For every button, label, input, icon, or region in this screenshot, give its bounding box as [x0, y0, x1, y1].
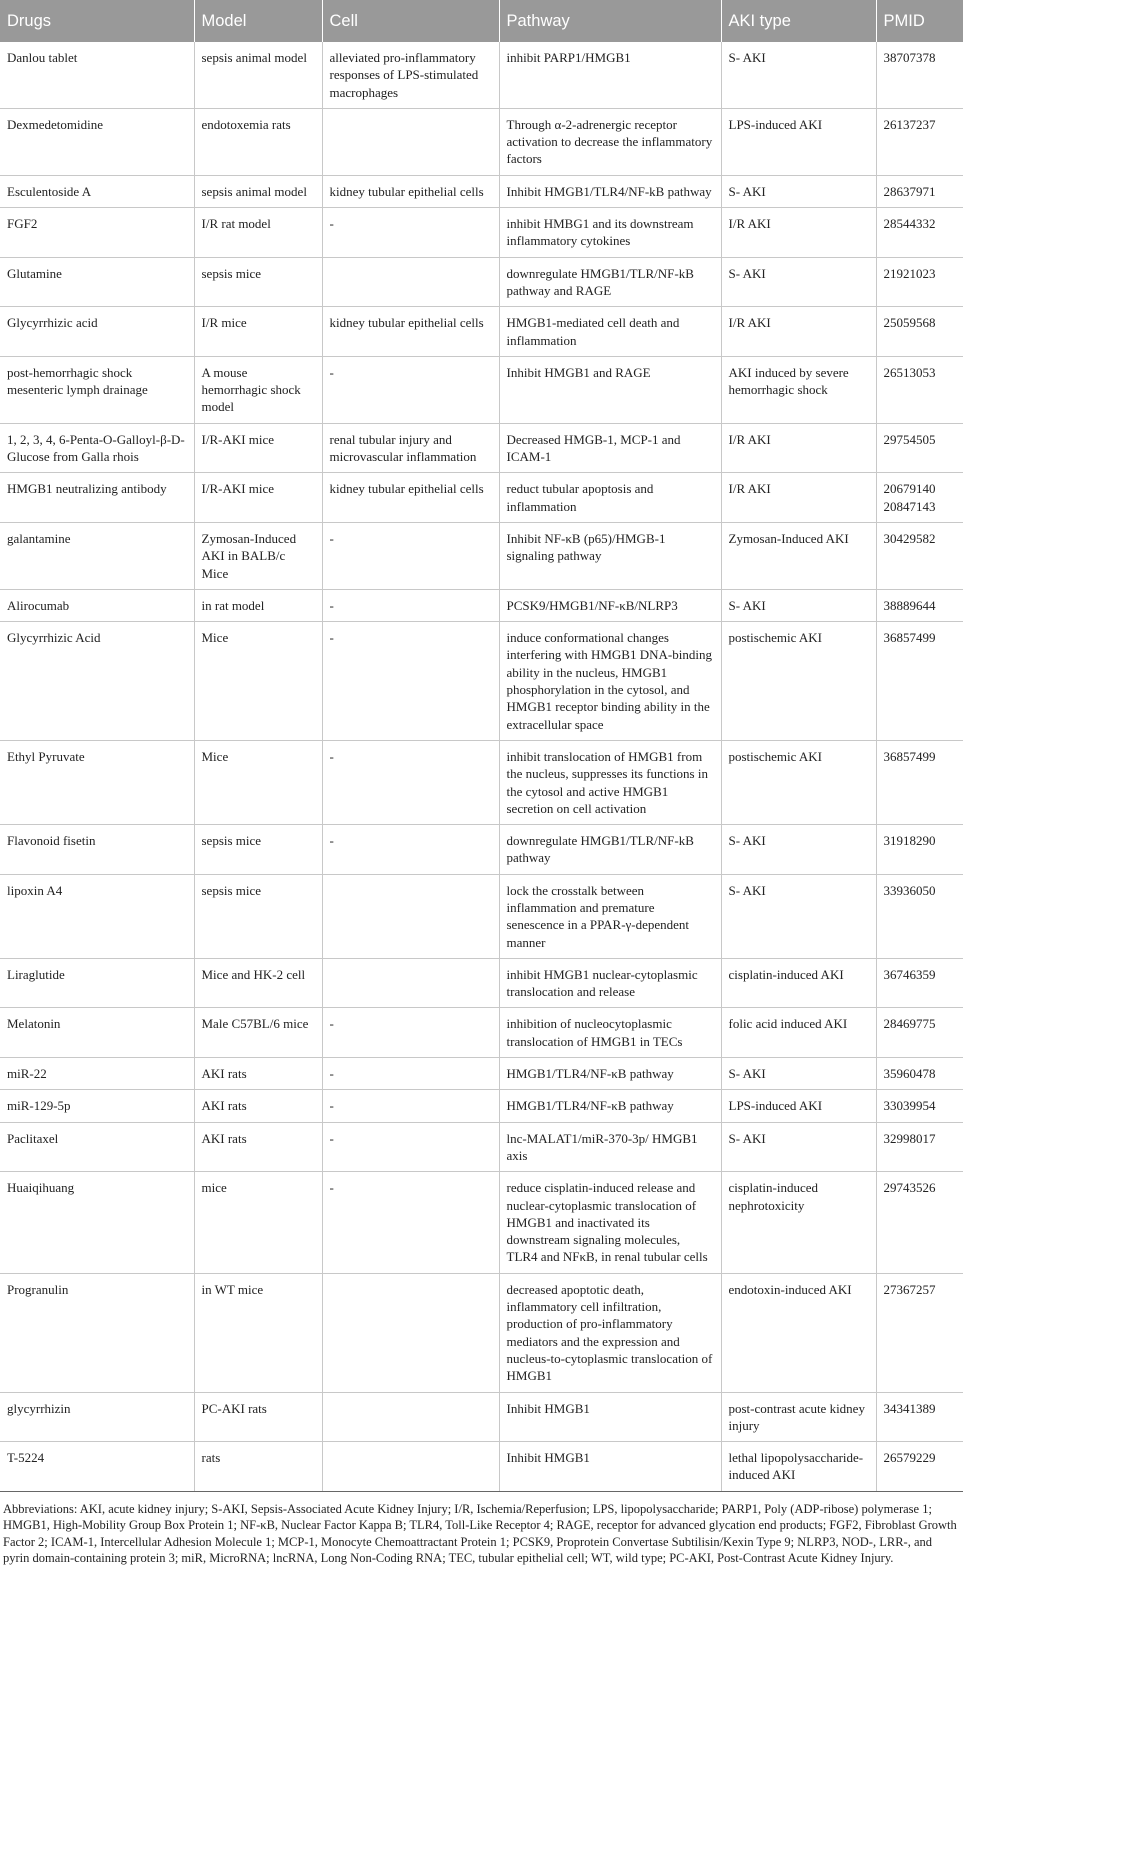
- drug-cell: Huaiqihuang: [0, 1172, 194, 1273]
- pmid-cell: 21921023: [876, 257, 963, 307]
- pmid-cell: 26137237: [876, 108, 963, 175]
- aki-type-cell: Zymosan-Induced AKI: [721, 522, 876, 589]
- model-cell: endotoxemia rats: [194, 108, 322, 175]
- model-cell: sepsis mice: [194, 257, 322, 307]
- table-row: [0, 1172, 963, 1273]
- cell-cell: [322, 1392, 499, 1442]
- pmid-cell: 25059568: [876, 307, 963, 357]
- aki-type-cell: S- AKI: [721, 589, 876, 621]
- table-body: [0, 42, 963, 1491]
- cell-cell: -: [322, 622, 499, 741]
- model-cell: Mice: [194, 740, 322, 824]
- aki-type-cell: I/R AKI: [721, 473, 876, 523]
- drug-cell: FGF2: [0, 208, 194, 258]
- table-row: [0, 874, 963, 958]
- model-cell: I/R mice: [194, 307, 322, 357]
- model-cell: mice: [194, 1172, 322, 1273]
- table-row: [0, 175, 963, 207]
- pathway-cell: downregulate HMGB1/TLR/NF-kB pathway and RAGE: [499, 257, 721, 307]
- aki-type-cell: cisplatin-induced nephrotoxicity: [721, 1172, 876, 1273]
- model-cell: sepsis mice: [194, 825, 322, 875]
- drug-cell: miR-22: [0, 1058, 194, 1090]
- table-row: [0, 622, 963, 741]
- aki-type-cell: cisplatin-induced AKI: [721, 958, 876, 1008]
- table-row: [0, 108, 963, 175]
- drug-cell: Glycyrrhizic acid: [0, 307, 194, 357]
- pathway-cell: inhibit HMGB1 nuclear-cytoplasmic translocation and release: [499, 958, 721, 1008]
- cell-cell: -: [322, 1058, 499, 1090]
- pathway-cell: reduct tubular apoptosis and inflammation: [499, 473, 721, 523]
- model-cell: I/R rat model: [194, 208, 322, 258]
- pathway-cell: Inhibit HMGB1: [499, 1442, 721, 1492]
- pmid-cell: 29754505: [876, 423, 963, 473]
- pmid-cell: 36857499: [876, 740, 963, 824]
- aki-type-cell: I/R AKI: [721, 423, 876, 473]
- model-cell: Mice: [194, 622, 322, 741]
- pmid-cell: 26513053: [876, 356, 963, 423]
- table-row: [0, 307, 963, 357]
- cell-cell: -: [322, 522, 499, 589]
- table-row: [0, 473, 963, 523]
- pathway-cell: reduce cisplatin-induced release and nuclear-cytoplasmic translocation of HMGB1 and inactivated its downstream signaling molecules, TLR4 and NFκB, in renal tubular cells: [499, 1172, 721, 1273]
- drug-cell: Danlou tablet: [0, 42, 194, 108]
- table-header: [0, 0, 963, 42]
- cell-cell: -: [322, 825, 499, 875]
- table-row: [0, 1122, 963, 1172]
- aki-type-cell: I/R AKI: [721, 208, 876, 258]
- drug-cell: glycyrrhizin: [0, 1392, 194, 1442]
- cell-cell: -: [322, 208, 499, 258]
- aki-type-cell: S- AKI: [721, 1058, 876, 1090]
- pathway-cell: HMGB1/TLR4/NF-κB pathway: [499, 1090, 721, 1122]
- pmid-cell: 35960478: [876, 1058, 963, 1090]
- pmid-cell: 31918290: [876, 825, 963, 875]
- aki-type-cell: lethal lipopolysaccharide-induced AKI: [721, 1442, 876, 1492]
- header-cell: Cell: [322, 0, 499, 42]
- table-row: [0, 1058, 963, 1090]
- model-cell: I/R-AKI mice: [194, 423, 322, 473]
- pathway-cell: Inhibit NF-κB (p65)/HMGB-1 signaling pathway: [499, 522, 721, 589]
- cell-cell: kidney tubular epithelial cells: [322, 473, 499, 523]
- table-row: [0, 423, 963, 473]
- aki-type-cell: postischemic AKI: [721, 740, 876, 824]
- model-cell: AKI rats: [194, 1090, 322, 1122]
- table-row: [0, 825, 963, 875]
- cell-cell: -: [322, 1122, 499, 1172]
- drug-cell: Dexmedetomidine: [0, 108, 194, 175]
- pathway-cell: inhibit HMBG1 and its downstream inflammatory cytokines: [499, 208, 721, 258]
- table-row: [0, 522, 963, 589]
- cell-cell: -: [322, 1008, 499, 1058]
- aki-type-cell: S- AKI: [721, 257, 876, 307]
- drug-cell: Glycyrrhizic Acid: [0, 622, 194, 741]
- pmid-cell: 28544332: [876, 208, 963, 258]
- pathway-cell: lnc-MALAT1/miR-370-3p/ HMGB1 axis: [499, 1122, 721, 1172]
- pathway-cell: lock the crosstalk between inflammation and premature senescence in a PPAR-γ-dependent manner: [499, 874, 721, 958]
- pmid-cell: 33039954: [876, 1090, 963, 1122]
- pathway-cell: Decreased HMGB-1, MCP-1 and ICAM-1: [499, 423, 721, 473]
- pmid-cell: 38707378: [876, 42, 963, 108]
- model-cell: AKI rats: [194, 1058, 322, 1090]
- cell-cell: -: [322, 740, 499, 824]
- cell-cell: [322, 1273, 499, 1392]
- table-row: [0, 1008, 963, 1058]
- aki-type-cell: S- AKI: [721, 874, 876, 958]
- model-cell: PC-AKI rats: [194, 1392, 322, 1442]
- aki-type-cell: S- AKI: [721, 1122, 876, 1172]
- table-row: [0, 257, 963, 307]
- drug-cell: Alirocumab: [0, 589, 194, 621]
- model-cell: in WT mice: [194, 1273, 322, 1392]
- aki-type-cell: S- AKI: [721, 42, 876, 108]
- model-cell: sepsis animal model: [194, 42, 322, 108]
- drug-cell: Progranulin: [0, 1273, 194, 1392]
- cell-cell: [322, 108, 499, 175]
- cell-cell: kidney tubular epithelial cells: [322, 175, 499, 207]
- pathway-cell: Inhibit HMGB1: [499, 1392, 721, 1442]
- pmid-cell: 34341389: [876, 1392, 963, 1442]
- drug-cell: Esculentoside A: [0, 175, 194, 207]
- table-row: [0, 356, 963, 423]
- aki-type-cell: LPS-induced AKI: [721, 1090, 876, 1122]
- model-cell: AKI rats: [194, 1122, 322, 1172]
- pathway-cell: Inhibit HMGB1 and RAGE: [499, 356, 721, 423]
- header-pmid: PMID: [876, 0, 963, 42]
- cell-cell: -: [322, 1172, 499, 1273]
- drug-cell: Flavonoid fisetin: [0, 825, 194, 875]
- table-row: [0, 208, 963, 258]
- pmid-cell: 38889644: [876, 589, 963, 621]
- table-row: [0, 42, 963, 108]
- aki-type-cell: S- AKI: [721, 825, 876, 875]
- pmid-cell: 36857499: [876, 622, 963, 741]
- aki-type-cell: post-contrast acute kidney injury: [721, 1392, 876, 1442]
- model-cell: rats: [194, 1442, 322, 1492]
- drug-cell: miR-129-5p: [0, 1090, 194, 1122]
- pathway-cell: induce conformational changes interfering with HMGB1 DNA-binding ability in the nucleus, HMGB1 phosphorylation in the cytosol, and HMGB1 receptor binding ability in the extracellular space: [499, 622, 721, 741]
- pmid-cell: 27367257: [876, 1273, 963, 1392]
- aki-type-cell: endotoxin-induced AKI: [721, 1273, 876, 1392]
- pmid-cell: 30429582: [876, 522, 963, 589]
- aki-type-cell: folic acid induced AKI: [721, 1008, 876, 1058]
- drug-cell: Melatonin: [0, 1008, 194, 1058]
- pathway-cell: Through α-2-adrenergic receptor activation to decrease the inflammatory factors: [499, 108, 721, 175]
- cell-cell: -: [322, 589, 499, 621]
- header-model: Model: [194, 0, 322, 42]
- pathway-cell: PCSK9/HMGB1/NF-κB/NLRP3: [499, 589, 721, 621]
- model-cell: sepsis animal model: [194, 175, 322, 207]
- drug-cell: lipoxin A4: [0, 874, 194, 958]
- aki-type-cell: I/R AKI: [721, 307, 876, 357]
- aki-type-cell: LPS-induced AKI: [721, 108, 876, 175]
- pmid-cell: 36746359: [876, 958, 963, 1008]
- header-row: [0, 0, 963, 42]
- header-aki-type: AKI type: [721, 0, 876, 42]
- table-row: [0, 1442, 963, 1492]
- drug-cell: galantamine: [0, 522, 194, 589]
- table-row: [0, 1273, 963, 1392]
- pmid-cell: 26579229: [876, 1442, 963, 1492]
- cell-cell: [322, 1442, 499, 1492]
- drug-cell: Ethyl Pyruvate: [0, 740, 194, 824]
- model-cell: I/R-AKI mice: [194, 473, 322, 523]
- model-cell: A mouse hemorrhagic shock model: [194, 356, 322, 423]
- abbreviations-footnote: Abbreviations: AKI, acute kidney injury; S-AKI, Sepsis-Associated Acute Kidney Injury; I/R, Ischemia/Reperfusion; LPS, lipopolysaccharide; PARP1, Poly (ADP-ribose) polymerase 1; HMGB1, High-Mobility Group Box Protein 1; NF-κB, Nuclear Factor Kappa B; TLR4, Toll-Like Receptor 4; RAGE, receptor for advanced glycation end products; FGF2, Fibroblast Growth Factor 2; ICAM-1, Intercellular Adhesion Molecule 1; MCP-1, Monocyte Chemoattractant Protein 1; PCSK9, Proprotein Convertase Subtilisin/Kexin Type 9; NLRP3, NOD-, LRR-, and pyrin domain-containing protein 3; miR, MicroRNA; lncRNA, Long Non-Coding RNA; TEC, tubular epithelial cell; WT, wild type; PC-AKI, Post-Contrast Acute Kidney Injury.: [3, 1501, 957, 1566]
- pathway-cell: Inhibit HMGB1/TLR4/NF-kB pathway: [499, 175, 721, 207]
- aki-type-cell: S- AKI: [721, 175, 876, 207]
- pathway-cell: HMGB1-mediated cell death and inflammation: [499, 307, 721, 357]
- drug-cell: Paclitaxel: [0, 1122, 194, 1172]
- cell-cell: kidney tubular epithelial cells: [322, 307, 499, 357]
- model-cell: Male C57BL/6 mice: [194, 1008, 322, 1058]
- aki-type-cell: AKI induced by severe hemorrhagic shock: [721, 356, 876, 423]
- drug-cell: HMGB1 neutralizing antibody: [0, 473, 194, 523]
- cell-cell: -: [322, 356, 499, 423]
- pathway-cell: inhibit translocation of HMGB1 from the nucleus, suppresses its functions in the cytosol and active HMGB1 secretion on cell activation: [499, 740, 721, 824]
- table-row: [0, 1090, 963, 1122]
- model-cell: sepsis mice: [194, 874, 322, 958]
- cell-cell: alleviated pro-inflammatory responses of LPS-stimulated macrophages: [322, 42, 499, 108]
- model-cell: in rat model: [194, 589, 322, 621]
- drug-cell: T-5224: [0, 1442, 194, 1492]
- cell-cell: renal tubular injury and microvascular inflammation: [322, 423, 499, 473]
- drug-cell: 1, 2, 3, 4, 6-Penta-O-Galloyl-β-D-Glucose from Galla rhois: [0, 423, 194, 473]
- pathway-cell: downregulate HMGB1/TLR/NF-kB pathway: [499, 825, 721, 875]
- cell-cell: [322, 257, 499, 307]
- cell-cell: [322, 874, 499, 958]
- model-cell: Zymosan-Induced AKI in BALB/c Mice: [194, 522, 322, 589]
- pathway-cell: HMGB1/TLR4/NF-κB pathway: [499, 1058, 721, 1090]
- cell-cell: [322, 958, 499, 1008]
- table-row: [0, 1392, 963, 1442]
- table-row: [0, 740, 963, 824]
- pathway-cell: inhibition of nucleocytoplasmic translocation of HMGB1 in TECs: [499, 1008, 721, 1058]
- pmid-cell: 20679140 20847143: [876, 473, 963, 523]
- pmid-cell: 28469775: [876, 1008, 963, 1058]
- header-drugs: Drugs: [0, 0, 194, 42]
- model-cell: Mice and HK-2 cell: [194, 958, 322, 1008]
- drug-cell: Glutamine: [0, 257, 194, 307]
- drug-cell: post-hemorrhagic shock mesenteric lymph drainage: [0, 356, 194, 423]
- pathway-cell: decreased apoptotic death, inflammatory cell infiltration, production of pro-inflammatory mediators and the expression and nucleus-to-cytoplasmic translocation of HMGB1: [499, 1273, 721, 1392]
- table-row: [0, 958, 963, 1008]
- aki-type-cell: postischemic AKI: [721, 622, 876, 741]
- pmid-cell: 33936050: [876, 874, 963, 958]
- table-row: [0, 589, 963, 621]
- pmid-cell: 28637971: [876, 175, 963, 207]
- pathway-cell: inhibit PARP1/HMGB1: [499, 42, 721, 108]
- pmid-cell: 32998017: [876, 1122, 963, 1172]
- cell-cell: -: [322, 1090, 499, 1122]
- pmid-cell: 29743526: [876, 1172, 963, 1273]
- header-pathway: Pathway: [499, 0, 721, 42]
- drug-cell: Liraglutide: [0, 958, 194, 1008]
